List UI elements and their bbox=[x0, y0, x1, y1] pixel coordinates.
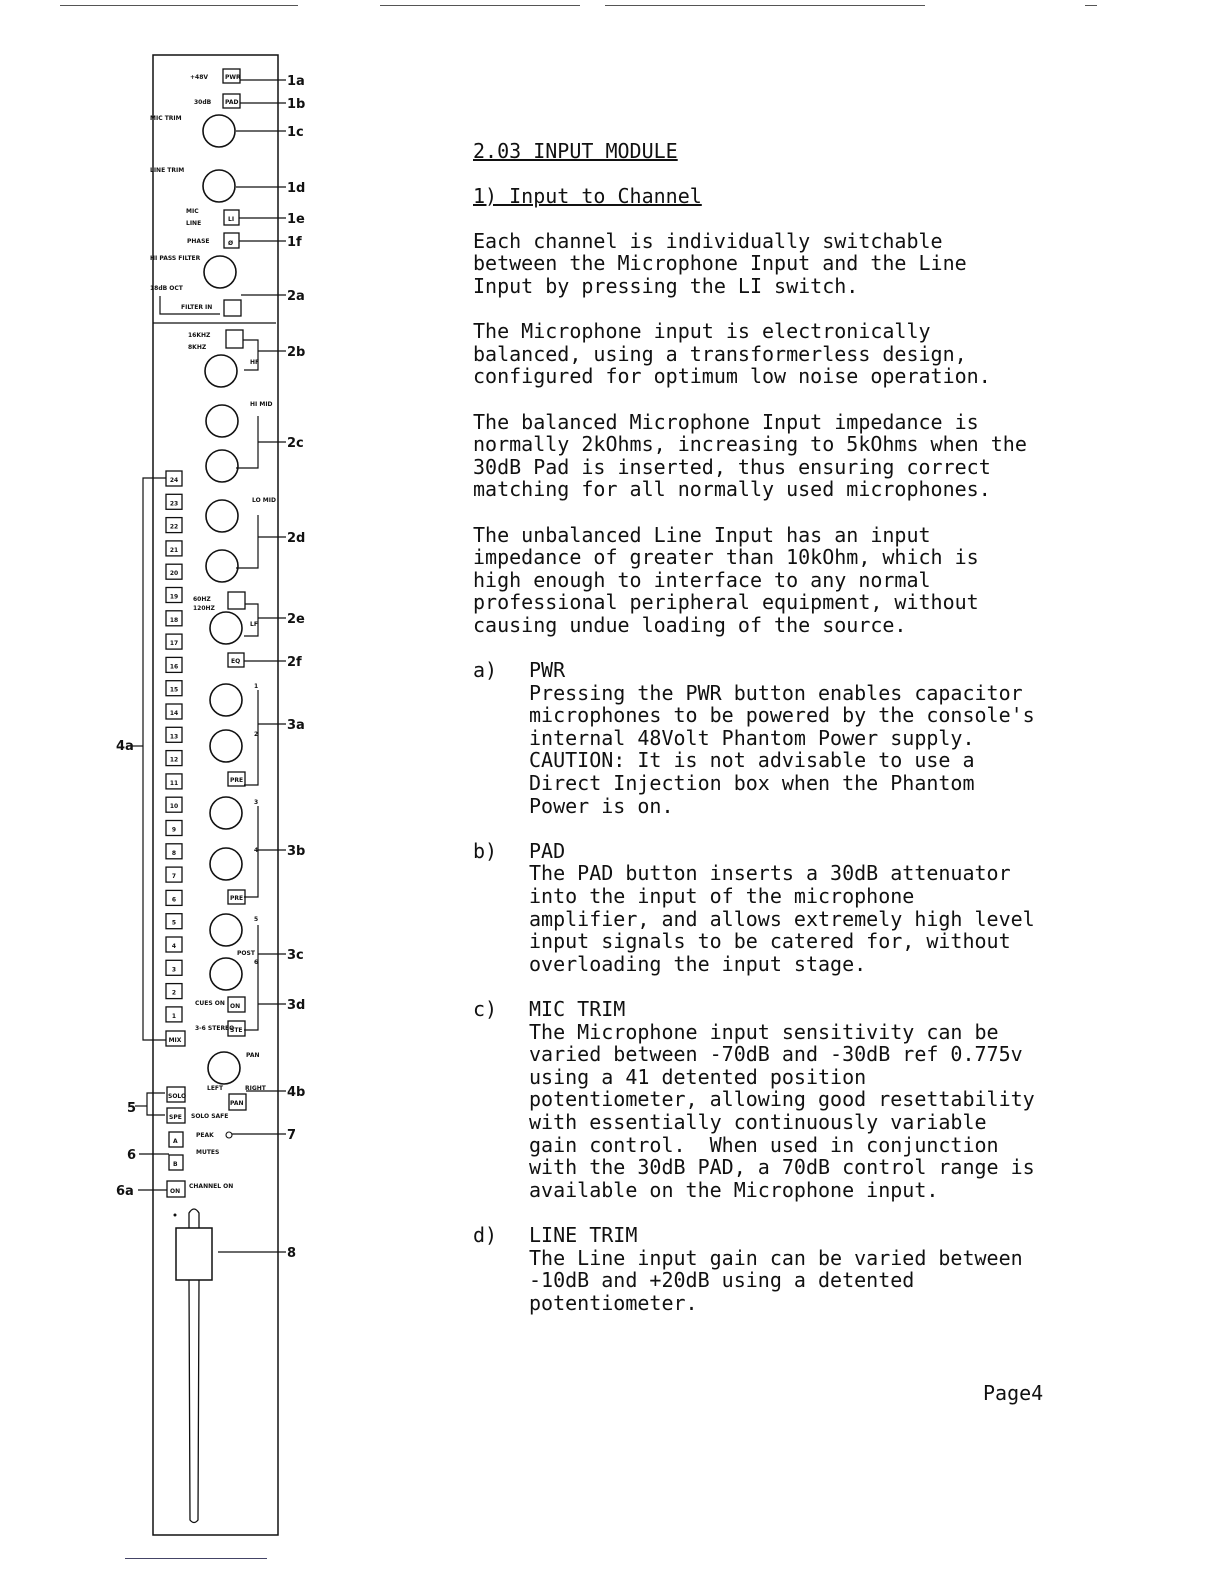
callout-8: 8 bbox=[287, 1246, 297, 1261]
callout-4a: 4a bbox=[116, 739, 134, 754]
item-title: LINE TRIM bbox=[529, 1222, 638, 1247]
callout-2f: 2f bbox=[287, 655, 302, 670]
bracket-5 bbox=[147, 1093, 165, 1115]
callout-2c: 2c bbox=[287, 436, 304, 451]
item-text: The PAD button inserts a 30dB attenuator into the input of the microphone amplifier, and allows extremely high level input signals to be catered for, without overloading the input stage. bbox=[529, 861, 1035, 976]
callout-6a: 6a bbox=[116, 1184, 134, 1199]
route-button-label-11: 11 bbox=[169, 779, 179, 787]
fader-top-dot bbox=[174, 1214, 177, 1217]
item-letter: d) bbox=[473, 1222, 498, 1247]
label-mic-trim: MIC TRIM bbox=[150, 115, 182, 122]
document-body bbox=[473, 140, 1113, 1337]
callout-1e: 1e bbox=[287, 212, 305, 227]
rotary-knob-1[interactable] bbox=[203, 115, 235, 147]
route-button-label-24: 24 bbox=[169, 477, 179, 484]
pre-button-12-label: PRE bbox=[230, 777, 244, 784]
route-button-label-2: 2 bbox=[171, 989, 177, 997]
hi-mid-bracket bbox=[236, 416, 258, 468]
label-aux-2: 2 bbox=[254, 731, 259, 738]
paragraph-1: Each channel is individually switchable between the Microphone Input and the Line Input by pressing the LI switch. bbox=[473, 228, 967, 298]
route-button-label-15: 15 bbox=[169, 686, 179, 694]
label-line: LINE bbox=[186, 220, 202, 227]
callout-2b: 2b bbox=[287, 345, 306, 360]
label-8khz: 8KHZ bbox=[188, 344, 207, 351]
label-line-trim: LINE TRIM bbox=[150, 167, 185, 174]
mute-a-label: A bbox=[173, 1138, 178, 1145]
label-aux-5: 5 bbox=[254, 916, 259, 923]
input-module-diagram bbox=[0, 0, 420, 1584]
rotary-knob-6[interactable] bbox=[206, 450, 238, 482]
label-48v: +48V bbox=[190, 74, 209, 81]
label-hf: HF bbox=[250, 359, 260, 366]
pwr-button-label: PWR bbox=[225, 74, 241, 81]
route-button-label-3: 3 bbox=[171, 966, 177, 974]
li-button-label: LI bbox=[228, 216, 235, 223]
route-button-label-16: 16 bbox=[169, 663, 179, 671]
peak-led bbox=[226, 1132, 232, 1138]
label-right: RIGHT bbox=[245, 1085, 266, 1092]
rotary-knob-14[interactable] bbox=[210, 914, 242, 946]
stereo-button-label: STE bbox=[230, 1027, 243, 1034]
lf-freq-button[interactable] bbox=[228, 592, 245, 609]
route-button-label-8: 8 bbox=[171, 849, 177, 857]
rotary-knob-3[interactable] bbox=[204, 256, 236, 288]
pad-button-label: PAD bbox=[225, 99, 239, 106]
rotary-knob-5[interactable] bbox=[206, 405, 238, 437]
item-title: PAD bbox=[529, 838, 566, 863]
callout-1d: 1d bbox=[287, 181, 306, 196]
label-post: POST bbox=[237, 950, 255, 957]
aux-56-bracket bbox=[244, 925, 258, 1030]
route-button-label-20: 20 bbox=[169, 570, 179, 578]
rotary-knob-8[interactable] bbox=[206, 550, 238, 582]
label-left: LEFT bbox=[207, 1085, 224, 1092]
mix-button-label: MIX bbox=[168, 1037, 182, 1044]
route-button-label-23: 23 bbox=[169, 500, 179, 508]
routing-bracket bbox=[143, 478, 166, 1040]
item-pwr bbox=[473, 659, 1113, 817]
route-button-label-7: 7 bbox=[171, 873, 177, 881]
label-filter-in: FILTER IN bbox=[181, 304, 213, 311]
route-button-label-6: 6 bbox=[171, 896, 177, 904]
eq-button-label: EQ bbox=[231, 658, 241, 665]
paragraph-4: The unbalanced Line Input has an input impedance of greater than 10kOhm, which is high enough to interface to any normal professional peripheral equipment, without causing undue loading of the source. bbox=[473, 522, 979, 637]
cues-on-button-label: ON bbox=[230, 1003, 241, 1010]
channel-on-button-label: ON bbox=[170, 1188, 181, 1195]
route-button-label-17: 17 bbox=[169, 640, 179, 648]
callout-5: 5 bbox=[127, 1101, 137, 1116]
hf-freq-button[interactable] bbox=[226, 330, 243, 348]
route-button-label-1: 1 bbox=[171, 1012, 177, 1020]
item-line-trim bbox=[473, 1224, 1113, 1314]
label-phase: PHASE bbox=[187, 238, 210, 245]
label-lf: LF bbox=[250, 621, 258, 628]
callout-1a: 1a bbox=[287, 74, 305, 89]
label-mutes: MUTES bbox=[196, 1149, 220, 1156]
label-aux-1: 1 bbox=[254, 683, 259, 690]
route-button-label-9: 9 bbox=[171, 826, 177, 834]
callout-2d: 2d bbox=[287, 531, 306, 546]
callout-4b: 4b bbox=[287, 1085, 306, 1100]
callout-3a: 3a bbox=[287, 718, 305, 733]
label-16khz: 16KHZ bbox=[188, 332, 211, 339]
item-title: MIC TRIM bbox=[529, 996, 626, 1021]
label-lo-mid: LO MID bbox=[252, 497, 276, 504]
label-mic: MIC bbox=[186, 208, 199, 215]
label-aux-6: 6 bbox=[254, 959, 259, 966]
label-cues-on: CUES ON bbox=[195, 1000, 225, 1007]
label-solo-safe: SOLO SAFE bbox=[191, 1113, 229, 1120]
callout-2a: 2a bbox=[287, 289, 305, 304]
callout-1c: 1c bbox=[287, 125, 304, 140]
label-peak: PEAK bbox=[196, 1132, 214, 1139]
route-button-label-4: 4 bbox=[171, 943, 177, 950]
label-30db: 30dB bbox=[194, 99, 212, 106]
paragraph-3: The balanced Microphone Input impedance is normally 2kOhms, increasing to 5kOhms when the 30dB Pad is inserted, thus ensuring correct matching for all normally used microphones. bbox=[473, 409, 1027, 502]
rotary-knob-4[interactable] bbox=[205, 355, 237, 387]
callout-7: 7 bbox=[287, 1128, 297, 1143]
callout-3b: 3b bbox=[287, 844, 306, 859]
label-18db-oct: 18dB OCT bbox=[150, 285, 183, 292]
label-hi-mid: HI MID bbox=[250, 401, 273, 408]
item-title: PWR bbox=[529, 658, 566, 683]
rotary-knob-12[interactable] bbox=[210, 797, 242, 829]
rotary-knob-10[interactable] bbox=[210, 684, 242, 716]
callout-2e: 2e bbox=[287, 612, 305, 627]
item-letter: c) bbox=[473, 996, 498, 1021]
lo-mid-bracket bbox=[236, 515, 258, 568]
rotary-knob-16[interactable] bbox=[208, 1052, 240, 1084]
pre-button-34-label: PRE bbox=[230, 895, 244, 902]
item-pad bbox=[473, 840, 1113, 976]
paragraph-2: The Microphone input is electronically balanced, using a transformerless design, configured for optimum low noise operation. bbox=[473, 319, 991, 389]
callout-1f: 1f bbox=[287, 235, 302, 250]
solo-button-label: SOLO bbox=[168, 1093, 187, 1100]
spe-button-label: SPE bbox=[169, 1114, 182, 1121]
rotary-knob-13[interactable] bbox=[210, 848, 242, 880]
route-button-label-22: 22 bbox=[169, 523, 179, 531]
route-button-label-21: 21 bbox=[169, 546, 179, 554]
label-stereo: 3-6 STEREO bbox=[195, 1025, 235, 1032]
label-pan: PAN bbox=[246, 1052, 260, 1059]
route-button-label-18: 18 bbox=[169, 616, 179, 624]
top-rule-3 bbox=[605, 5, 925, 6]
fader-slot bbox=[189, 1280, 199, 1523]
top-rule-4 bbox=[1085, 5, 1097, 6]
rotary-knob-11[interactable] bbox=[210, 730, 242, 762]
lf-bracket bbox=[244, 604, 258, 636]
route-button-label-5: 5 bbox=[171, 919, 177, 927]
label-channel-on: CHANNEL ON bbox=[189, 1183, 234, 1190]
item-text: Pressing the PWR button enables capacitor microphones to be powered by the console's internal 48Volt Phantom Power supply. CAUTION: It is not advisable to use a Direct Injection box when the Phantom Power is on. bbox=[529, 680, 1035, 818]
label-120hz: 120HZ bbox=[193, 605, 215, 612]
callout-1b: 1b bbox=[287, 97, 306, 112]
fader-knob[interactable] bbox=[176, 1228, 212, 1280]
rotary-knob-7[interactable] bbox=[206, 500, 238, 532]
label-aux-4: 4 bbox=[254, 847, 259, 854]
mute-b-label: B bbox=[173, 1161, 178, 1168]
item-text: The Line input gain can be varied between -10dB and +20dB using a detented potentiometer. bbox=[529, 1245, 1023, 1315]
label-aux-3: 3 bbox=[254, 799, 259, 806]
fader-slot-top bbox=[189, 1209, 199, 1228]
item-mic-trim bbox=[473, 998, 1113, 1201]
item-text: The Microphone input sensitivity can be varied between -70dB and -30dB ref 0.775v using a 41 detented position potentiometer, allowing good resettability with essentially continuously variable gain control. When used in conjunction with the 30dB PAD, a 70dB control range is available on the Microphone input. bbox=[529, 1019, 1035, 1202]
label-60hz: 60HZ bbox=[193, 596, 211, 603]
page-number: Page4 bbox=[983, 1381, 1044, 1405]
pan-button-label: PAN bbox=[230, 1100, 244, 1107]
route-button-label-14: 14 bbox=[169, 710, 179, 717]
route-button-label-13: 13 bbox=[169, 733, 179, 741]
callout-3c: 3c bbox=[287, 948, 304, 963]
module-panel bbox=[153, 55, 278, 1535]
item-letter: b) bbox=[473, 838, 498, 863]
route-button-label-10: 10 bbox=[169, 803, 179, 811]
subheading: 1) Input to Channel bbox=[473, 183, 702, 208]
rotary-knob-9[interactable] bbox=[210, 612, 242, 644]
route-button-label-12: 12 bbox=[169, 756, 179, 764]
label-hi-pass: HI PASS FILTER bbox=[150, 255, 201, 262]
filter-in-button[interactable] bbox=[224, 300, 241, 316]
section-heading: 2.03 INPUT MODULE bbox=[473, 139, 678, 163]
route-button-label-19: 19 bbox=[169, 593, 179, 601]
callout-6: 6 bbox=[127, 1148, 137, 1163]
rotary-knob-15[interactable] bbox=[210, 958, 242, 990]
phase-button-label: Ø bbox=[228, 240, 234, 247]
rotary-knob-2[interactable] bbox=[203, 170, 235, 202]
callout-3d: 3d bbox=[287, 998, 306, 1013]
item-letter: a) bbox=[473, 658, 498, 683]
